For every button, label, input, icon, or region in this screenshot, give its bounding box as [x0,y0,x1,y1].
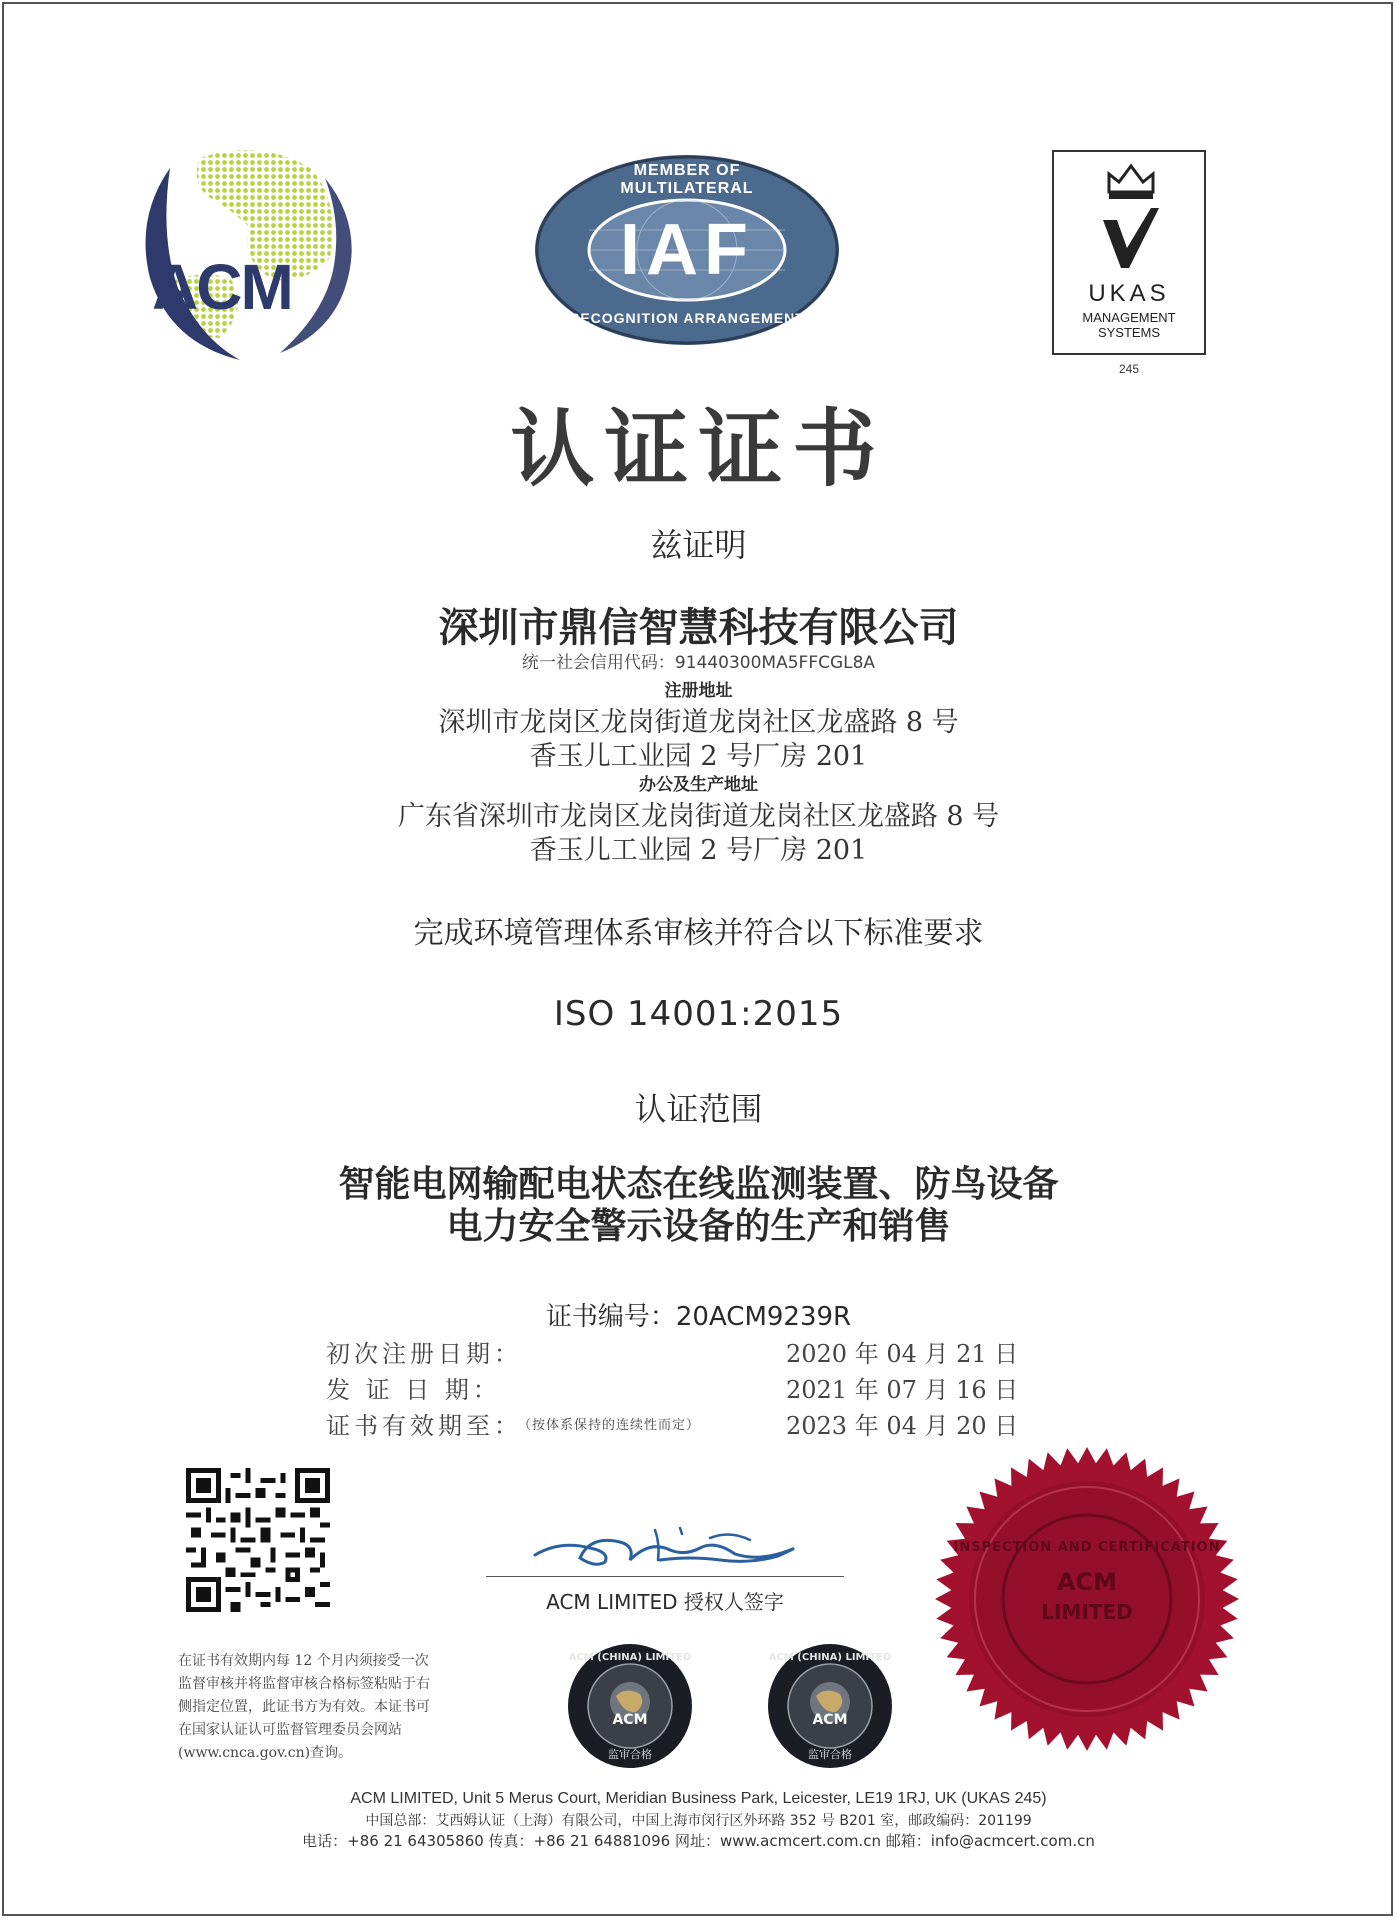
seal-center-bottom: LIMITED [1041,1600,1133,1624]
issue-date: 2021 年 07 月 16 日 [786,1376,1019,1404]
scope-line1: 智能电网输配电状态在线监测装置、防鸟设备 [338,1164,1059,1205]
credit-code: 统一社会信用代码：91440300MA5FFCGL8A [521,653,876,673]
certify-text: 兹证明 [650,526,747,564]
certificate-title: 认证证书 [510,399,887,498]
sticker-2-center: ACM [812,1712,848,1728]
red-seal [932,1444,1242,1754]
expiry-date: 2023 年 04 月 20 日 [786,1412,1019,1440]
office-address-line2: 香玉儿工业园 2 号厂房 201 [529,835,868,866]
office-address-label: 办公及生产地址 [639,775,758,795]
surveillance-sticker-1 [566,1642,694,1770]
acm-logo [130,138,370,368]
qr-code-icon [186,1468,330,1612]
sticker-1-ring: ACM (CHINA) LIMITED [568,1652,692,1663]
supervision-note-line: 监督审核并将监督审核合格标签粘贴于右 [178,1676,430,1692]
supervision-note-line: (www.cnca.gov.cn)查询。 [178,1745,353,1761]
office-address-line1: 广东省深圳市龙岗区龙岗街道龙岗社区龙盛路 8 号 [397,801,1000,832]
signature-icon [520,1520,810,1570]
supervision-note-line: 在国家认证认可监督管理委员会网站 [178,1722,402,1738]
supervision-note-line: 侧指定位置，此证书方为有效。本证书可 [178,1699,430,1715]
seal-center-top: ACM [1056,1568,1118,1596]
footer-contact: 电话：+86 21 64305860 传真：+86 21 64881096 网址：www.acmcert.com.cn 邮箱：info@acmcert.com.cn [302,1832,1095,1850]
supervision-note [178,1650,430,1765]
ukas-number: 245 [1118,362,1140,376]
ukas-name: UKAS [1088,280,1170,307]
expiry-note: （按体系保持的连续性而定） [518,1418,701,1433]
sticker-1-center: ACM [612,1712,648,1728]
reg-address-line1: 深圳市龙岗区龙岗街道龙岗社区龙盛路 8 号 [438,707,959,738]
company-name: 深圳市鼎信智慧科技有限公司 [438,605,959,651]
wax-seal-icon [932,1444,1242,1754]
expiry-label: 证书有效期至： [326,1412,522,1440]
ukas-line1: MANAGEMENT [1082,310,1176,325]
signature-line [486,1576,844,1577]
acm-logo-text: ACM [152,251,292,323]
iaf-mid-text: IAF [620,210,754,290]
issue-date-label: 发 证 日 期： [326,1376,501,1404]
supervision-note-line: 在证书有效期内每 12 个月内须接受一次 [178,1653,429,1669]
reg-address-label: 注册地址 [664,681,733,701]
scope-label: 认证范围 [634,1090,763,1128]
iaf-ring-bottom: RECOGNITION ARRANGEMENT [569,310,805,326]
first-registration-label: 初次注册日期： [326,1340,522,1368]
standard-number: ISO 14001:2015 [553,994,844,1034]
signature-label: ACM LIMITED 授权人签字 [546,1590,784,1614]
standard-requirement: 完成环境管理体系审核并符合以下标准要求 [413,916,984,951]
sticker-2-bottom: 监审合格 [808,1748,852,1761]
crown-tick-icon [1101,160,1161,270]
sticker-2-ring: ACM (CHINA) LIMITED [768,1652,892,1663]
seal-ring-text: INSPECTION AND CERTIFICATION [953,1540,1221,1555]
scope-line2: 电力安全警示设备的生产和销售 [446,1206,951,1247]
ukas-logo [1052,150,1206,355]
footer-uk-address: ACM LIMITED, Unit 5 Merus Court, Meridian Business Park, Leicester, LE19 1RJ, UK (UKAS 245) [350,1790,1047,1807]
certificate-number: 证书编号：20ACM9239R [545,1302,852,1332]
footer-china-address: 中国总部：艾西姆认证（上海）有限公司，中国上海市闵行区外环路 352 号 B201 室，邮政编码：201199 [365,1813,1032,1829]
ukas-line2: SYSTEMS [1097,325,1161,340]
iaf-logo [532,152,842,348]
qr-code [186,1468,330,1612]
sticker-1-bottom: 监审合格 [608,1748,652,1761]
surveillance-sticker-2 [766,1642,894,1770]
iaf-ring-top: MEMBER OF MULTILATERAL [620,162,754,197]
first-registration-date: 2020 年 04 月 21 日 [786,1340,1019,1368]
reg-address-line2: 香玉儿工业园 2 号厂房 201 [529,741,868,772]
